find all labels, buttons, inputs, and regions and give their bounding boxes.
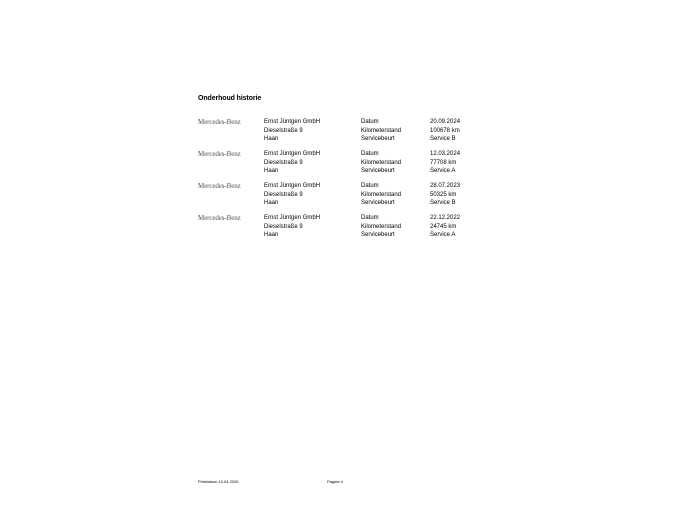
dealer-city: Haan bbox=[264, 168, 279, 174]
brand-logo: Mercedes-Benz bbox=[198, 214, 241, 222]
field-labels bbox=[361, 118, 401, 144]
dealer-name: Ernst Jüntgen GmbH bbox=[264, 183, 321, 189]
dealer-street: Dieselstraße 9 bbox=[264, 159, 303, 166]
mileage-value: 24745 km bbox=[430, 223, 457, 230]
mileage-label: Kilometerstand bbox=[361, 159, 402, 166]
field-labels bbox=[361, 182, 401, 208]
field-values bbox=[430, 214, 460, 240]
dealer-street: Dieselstraße 9 bbox=[264, 127, 303, 134]
mileage-label: Kilometerstand bbox=[361, 223, 402, 230]
dealer-name: Ernst Jüntgen GmbH bbox=[264, 215, 321, 221]
date-value: 12.03.2024 bbox=[430, 151, 461, 157]
dealer-address bbox=[264, 214, 320, 240]
dealer-street: Dieselstraße 9 bbox=[264, 223, 303, 230]
field-labels bbox=[361, 150, 401, 176]
dealer-address bbox=[264, 182, 320, 208]
service-value: Service A bbox=[430, 168, 456, 174]
dealer-name: Ernst Jüntgen GmbH bbox=[264, 119, 321, 125]
dealer-name: Ernst Jüntgen GmbH bbox=[264, 151, 321, 157]
brand-logo: Mercedes-Benz bbox=[198, 150, 241, 158]
dealer-address bbox=[264, 118, 320, 144]
service-value: Service A bbox=[430, 232, 456, 238]
service-entry bbox=[0, 214, 685, 244]
date-value: 22.12.2022 bbox=[430, 215, 461, 221]
mileage-value: 100678 km bbox=[430, 127, 460, 134]
date-label: Datum bbox=[361, 151, 379, 157]
service-value: Service B bbox=[430, 200, 456, 206]
mileage-label: Kilometerstand bbox=[361, 191, 402, 198]
date-label: Datum bbox=[361, 215, 379, 221]
brand-logo: Mercedes-Benz bbox=[198, 118, 241, 126]
field-values bbox=[430, 150, 460, 176]
service-label: Servicebeurt bbox=[361, 200, 395, 206]
service-label: Servicebeurt bbox=[361, 232, 395, 238]
service-entry bbox=[0, 182, 685, 212]
mileage-value: 77708 km bbox=[430, 159, 457, 166]
dealer-city: Haan bbox=[264, 136, 279, 142]
section-title: Onderhoud historie bbox=[198, 95, 262, 102]
service-label: Servicebeurt bbox=[361, 168, 395, 174]
field-values bbox=[430, 118, 460, 144]
date-label: Datum bbox=[361, 119, 379, 125]
date-label: Datum bbox=[361, 183, 379, 189]
brand-logo: Mercedes-Benz bbox=[198, 182, 241, 190]
dealer-address bbox=[264, 150, 320, 176]
service-label: Servicebeurt bbox=[361, 136, 395, 142]
service-entry bbox=[0, 118, 685, 148]
service-entry bbox=[0, 150, 685, 180]
service-value: Service B bbox=[430, 136, 456, 142]
print-date: Printdatum 13.04.2026 bbox=[198, 479, 239, 484]
mileage-label: Kilometerstand bbox=[361, 127, 402, 134]
date-value: 20.09.2024 bbox=[430, 119, 461, 125]
dealer-city: Haan bbox=[264, 200, 279, 206]
dealer-street: Dieselstraße 9 bbox=[264, 191, 303, 198]
field-values bbox=[430, 182, 460, 208]
date-value: 28.07.2023 bbox=[430, 183, 461, 189]
field-labels bbox=[361, 214, 401, 240]
mileage-value: 50325 km bbox=[430, 191, 457, 198]
page-number: Pagina 4 bbox=[327, 479, 343, 484]
dealer-city: Haan bbox=[264, 232, 279, 238]
